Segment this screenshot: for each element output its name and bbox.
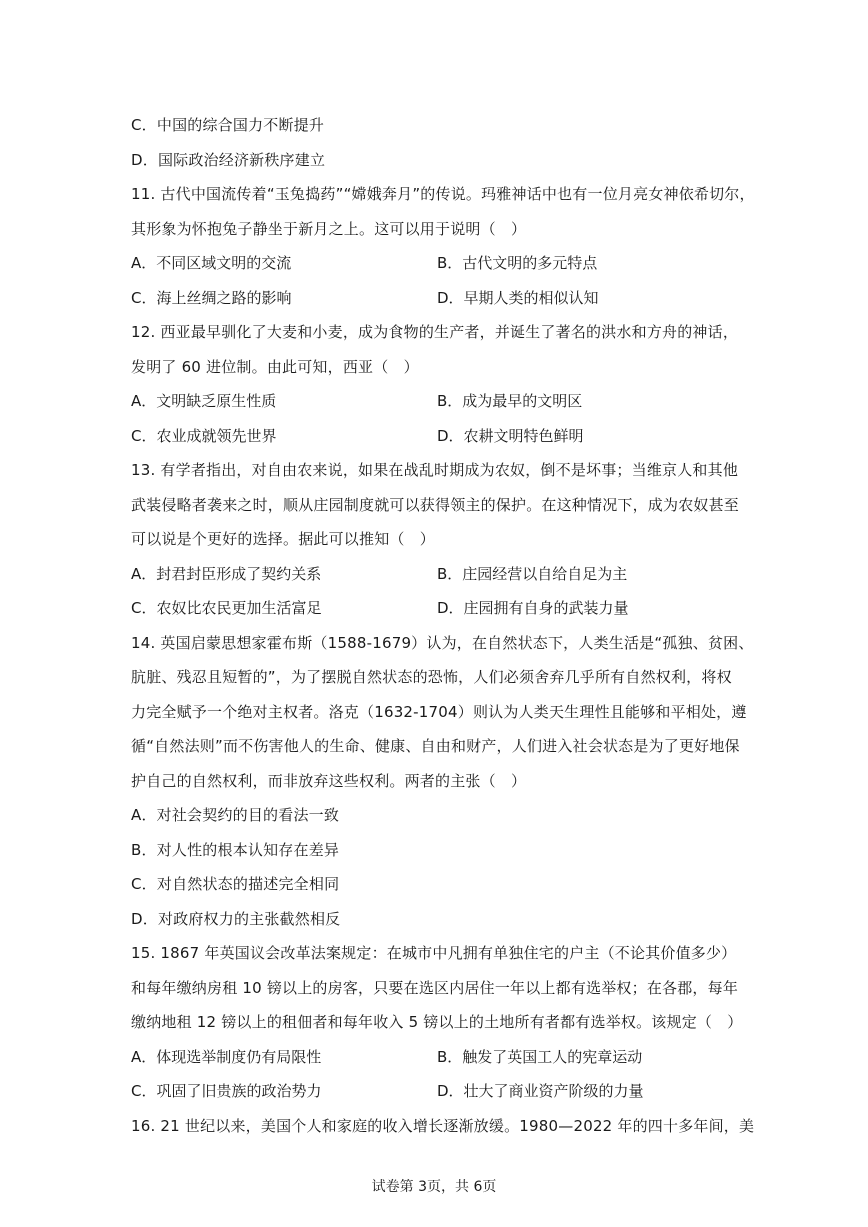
q15-option-b: B．触发了英国工人的宪章运动 [437, 1047, 643, 1066]
q11-options-row-2 [131, 281, 741, 316]
q11-option-a: A．不同区域文明的交流 [131, 254, 292, 272]
q15-stem-line-1: 15. 1867 年英国议会改革法案规定：在城市中凡拥有单独住宅的户主（不论其价值多少） [131, 944, 737, 962]
q11-option-b: B．古代文明的多元特点 [437, 254, 598, 272]
q14-stem-line-2: 肮脏、残忍且短暂的”，为了摆脱自然状态的恐怖，人们必须舍弃几乎所有自然权利，将权 [131, 668, 732, 686]
q12-option-d: D．农耕文明特色鲜明 [437, 426, 584, 445]
q12-option-a: A．文明缺乏原生性质 [131, 392, 277, 410]
q15-stem-line-3: 缴纳地租 12 镑以上的租佃者和每年收入 5 镑以上的土地所有者都有选举权。该规定（ ） [131, 1013, 743, 1031]
q12-stem-line-2: 发明了 60 进位制。由此可知，西亚（ ） [131, 357, 419, 376]
q11-stem-line-2: 其形象为怀抱兔子静坐于新月之上。这可以用于说明（ ） [131, 219, 527, 238]
q15-options-row-2 [131, 1074, 741, 1109]
q14-option-b: B．对人性的根本认知存在差异 [131, 840, 340, 859]
q12-stem-line-1: 12. 西亚最早驯化了大麦和小麦，成为食物的生产者，并诞生了著名的洪水和方舟的神话， [131, 323, 739, 341]
q13-option-d: D．庄园拥有自身的武装力量 [437, 599, 629, 617]
q11-stem-line-1: 11. 古代中国流传着“玉兔捣药”“嫦娥奔月”的传说。玛雅神话中也有一位月亮女神依希切尔， [131, 185, 755, 203]
q13-stem-line-3: 可以说是个更好的选择。据此可以推知（ ） [131, 530, 436, 548]
question-list [131, 108, 755, 1143]
q14-option-a: A．对社会契约的目的看法一致 [131, 806, 340, 824]
q15-option-c: C．巩固了旧贵族的政治势力 [131, 1082, 322, 1100]
q13-option-c: C．农奴比农民更加生活富足 [131, 599, 322, 617]
q13-stem-line-2: 武装侵略者袭来之时，顺从庄园制度就可以获得领主的保护。在这种情况下，成为农奴甚至 [131, 495, 740, 514]
q14-stem-line-1: 14. 英国启蒙思想家霍布斯（1588-1679）认为，在自然状态下，人类生活是“孤独、贫困、 [131, 633, 754, 652]
q15-options-row-1 [131, 1040, 741, 1075]
q10-option-c: C．中国的综合国力不断提升 [131, 116, 325, 134]
q12-option-c: C．农业成就领先世界 [131, 426, 277, 445]
q15-option-d: D．壮大了商业资产阶级的力量 [437, 1082, 644, 1100]
q13-stem-line-1: 13. 有学者指出，对自由农来说，如果在战乱时期成为农奴，倒不是坏事；当维京人和其他 [131, 461, 739, 479]
q14-stem-line-5: 护自己的自然权利，而非放弃这些权利。两者的主张（ ） [131, 771, 527, 790]
q11-option-d: D．早期人类的相似认知 [437, 288, 599, 307]
q12-options-row-2 [131, 419, 741, 454]
q13-option-b: B．庄园经营以自给自足为主 [437, 564, 628, 583]
q12-option-b: B．成为最早的文明区 [437, 392, 583, 410]
q16-stem-line-1: 16. 21 世纪以来，美国个人和家庭的收入增长逐渐放缓。1980—2022 年的四十多年间，美 [131, 1116, 755, 1135]
q13-options-row-1 [131, 557, 741, 592]
q11-option-c: C．海上丝绸之路的影响 [131, 288, 292, 307]
q14-stem-line-4: 循“自然法则”而不伤害他人的生命、健康、自由和财产，人们进入社会状态是为了更好地保 [131, 737, 740, 755]
q13-options-row-2 [131, 591, 741, 626]
page-footer: 试卷第 3页，共 6页 [371, 1179, 497, 1195]
q14-option-d: D．对政府权力的主张截然相反 [131, 909, 341, 928]
q11-options-row-1 [131, 246, 741, 281]
q15-stem-line-2: 和每年缴纳房租 10 镑以上的房客，只要在选区内居住一年以上都有选举权；在各郡，每年 [131, 978, 739, 997]
q12-options-row-1 [131, 384, 741, 419]
q13-option-a: A．封君封臣形成了契约关系 [131, 564, 322, 583]
q10-option-d: D．国际政治经济新秩序建立 [131, 150, 326, 169]
q14-stem-line-3: 力完全赋予一个绝对主权者。洛克（1632-1704）则认为人类天生理性且能够和平相处，遵 [131, 702, 747, 721]
q15-option-a: A．体现选举制度仍有局限性 [131, 1047, 322, 1066]
q14-option-c: C．对自然状态的描述完全相同 [131, 875, 340, 893]
